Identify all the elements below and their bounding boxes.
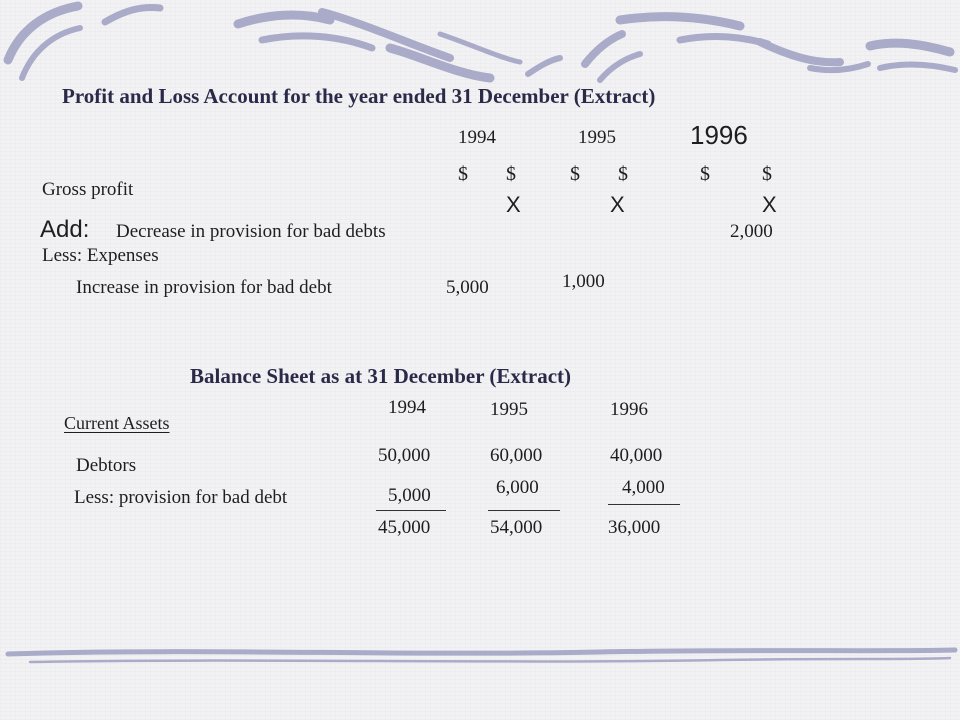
debtors-1996: 40,000 [610, 445, 663, 466]
brush-stroke [30, 658, 950, 662]
add-label: Add: [40, 216, 90, 243]
debtors-1995: 60,000 [490, 445, 543, 466]
provision-1995: 6,000 [496, 477, 539, 498]
increase-provision-label: Increase in provision for bad debt [76, 277, 332, 298]
subtotal-rule [376, 510, 446, 511]
provision-1996: 4,000 [622, 477, 665, 498]
pl-currency-symbol: $ [458, 163, 468, 185]
pl-currency-symbol: $ [618, 163, 628, 185]
pl-currency-symbol: $ [762, 163, 772, 185]
brush-stroke [585, 34, 622, 64]
subtotal-rule [608, 504, 680, 505]
increase-provision-1994: 5,000 [446, 277, 489, 298]
brush-stroke [760, 42, 840, 62]
net-debtors-1996: 36,000 [608, 517, 661, 538]
increase-provision-1995: 1,000 [562, 271, 605, 292]
decrease-provision-1996: 2,000 [730, 221, 773, 242]
decrease-provision-label: Decrease in provision for bad debts [116, 221, 386, 242]
pl-year-1995: 1995 [578, 127, 616, 148]
brush-stroke [22, 28, 80, 78]
bs-year-1995: 1995 [490, 399, 528, 420]
provision-label: Less: provision for bad debt [74, 487, 288, 508]
less-expenses-label: Less: Expenses [42, 245, 159, 266]
pl-title: Profit and Loss Account for the year ended 31 December (Extract) [62, 84, 656, 108]
brush-stroke [105, 8, 160, 22]
debtors-label: Debtors [76, 455, 137, 476]
provision-1994: 5,000 [388, 485, 431, 506]
bs-year-1996: 1996 [610, 399, 648, 420]
net-debtors-1994: 45,000 [378, 517, 431, 538]
brush-stroke [620, 17, 740, 26]
gross-profit-label: Gross profit [42, 179, 134, 200]
bs-year-1994: 1994 [388, 397, 426, 418]
brush-stroke [262, 36, 372, 48]
brush-stroke [680, 37, 768, 44]
brush-stroke [8, 650, 955, 654]
brush-stroke [870, 43, 950, 52]
brush-stroke [238, 15, 330, 24]
pl-x-mark-1994: X [506, 192, 521, 217]
current-assets-heading: Current Assets [64, 413, 170, 433]
brush-stroke [600, 54, 640, 80]
pl-currency-symbol: $ [700, 163, 710, 185]
pl-currency-symbol: $ [570, 163, 580, 185]
debtors-1994: 50,000 [378, 445, 431, 466]
subtotal-rule [488, 510, 560, 511]
brush-stroke [528, 58, 560, 74]
net-debtors-1995: 54,000 [490, 517, 543, 538]
bs-title: Balance Sheet as at 31 December (Extract) [190, 364, 572, 388]
pl-x-mark-1996: X [762, 192, 777, 217]
brush-stroke [322, 12, 450, 58]
pl-currency-symbol: $ [506, 163, 516, 185]
pl-x-mark-1995: X [610, 192, 625, 217]
pl-year-1996: 1996 [690, 120, 748, 150]
brush-stroke [880, 64, 955, 70]
pl-year-1994: 1994 [458, 127, 496, 148]
